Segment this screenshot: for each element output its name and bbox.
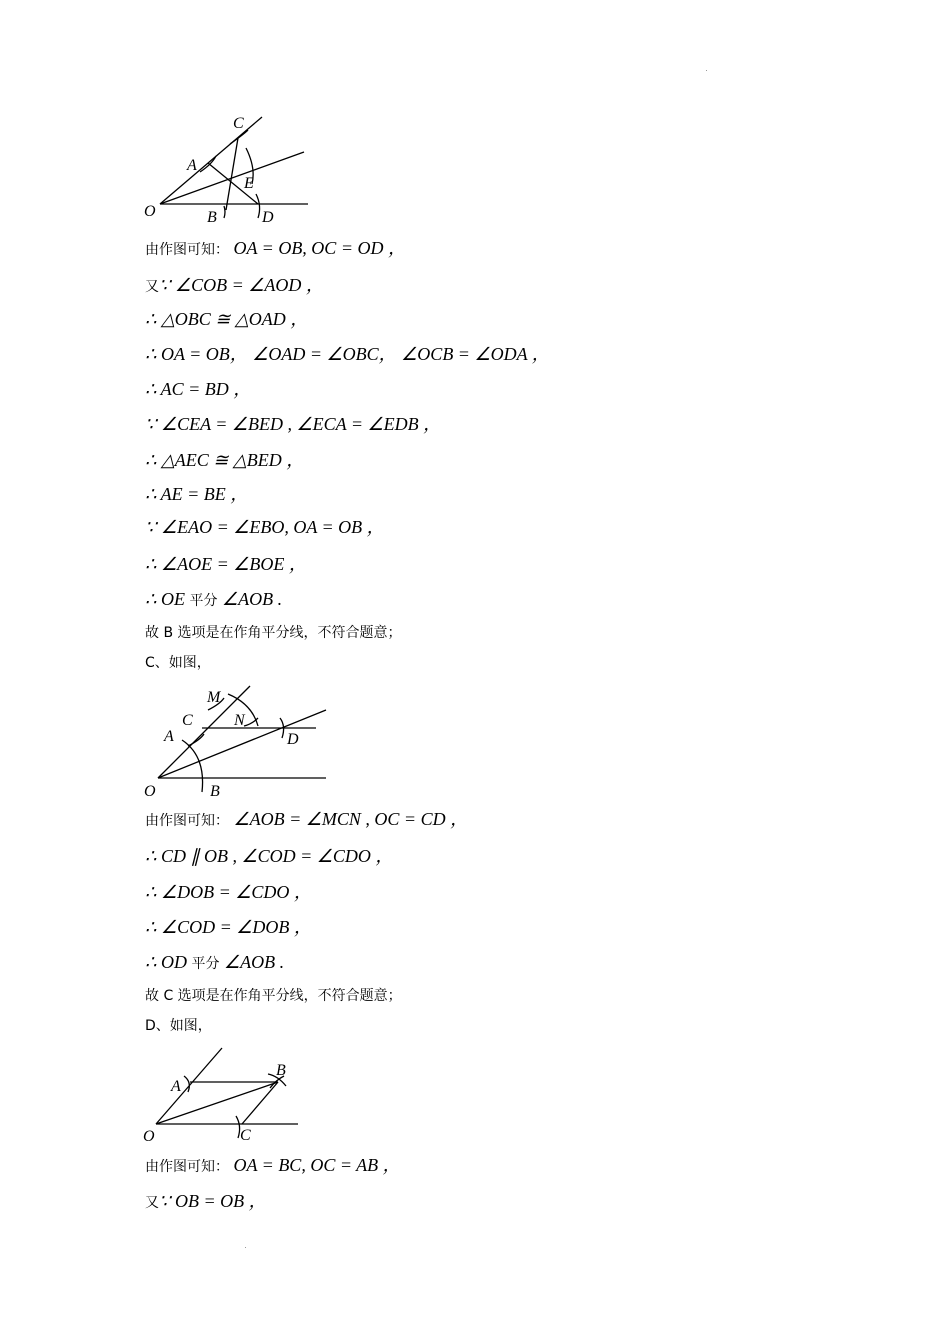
option-d-heading <box>145 1012 212 1038</box>
label-a: A <box>171 1078 181 1095</box>
line-math: ∴ OD <box>145 952 192 972</box>
line-math: ∠AOB . <box>217 589 283 609</box>
line-text-cn: 故 C 选项是在作角平分线，不符合题意； <box>145 988 402 1004</box>
label-m: M <box>207 689 221 706</box>
label-c: C <box>233 115 244 132</box>
line-text-cn: 又 <box>145 279 159 295</box>
proof-line-17 <box>145 914 312 940</box>
proof-line-15 <box>145 843 393 869</box>
label-b: B <box>207 209 217 226</box>
line-text-cn: 由作图可知： <box>145 1159 229 1175</box>
line-math: ∴ ∠COD = ∠DOB ， <box>145 917 312 937</box>
line-text-cn: 由作图可知： <box>145 242 229 258</box>
line-math: ∴ AE = BE ， <box>145 484 249 504</box>
proof-line-1 <box>145 235 406 261</box>
label-c: C <box>240 1127 251 1144</box>
proof-line-14 <box>145 806 468 832</box>
line-text-cn: 故 B 选项是在作角平分线，不符合题意； <box>145 625 402 641</box>
proof-line-16 <box>145 879 312 905</box>
arc-n <box>244 718 258 726</box>
label-b: B <box>276 1062 286 1079</box>
line-math: ∵ ∠CEA = ∠BED , ∠ECA = ∠EDB ， <box>145 414 442 434</box>
line-math: ∴ OE <box>145 589 190 609</box>
label-b: B <box>210 783 220 800</box>
option-c-heading <box>145 649 211 675</box>
figure-d-construction <box>140 1042 310 1152</box>
line-math: ∴ ∠AOE = ∠BOE ， <box>145 554 307 574</box>
line-math: ∴ AC = BD ， <box>145 379 252 399</box>
line-math: ∴ △OBC ≅ △OAD ， <box>145 309 309 329</box>
conclusion-c <box>145 982 402 1008</box>
segment-bc <box>226 138 238 210</box>
label-o: O <box>143 1128 155 1145</box>
line-text-cn: 平分 <box>189 593 218 609</box>
line-math: OA = OB, OC = OD ， <box>229 238 406 258</box>
label-d: D <box>262 209 274 226</box>
line-math: ∵ ∠COB = ∠AOD ， <box>159 275 324 295</box>
line-text-cn: D、如图， <box>145 1018 212 1034</box>
proof-line-5 <box>145 376 251 402</box>
label-c: C <box>182 712 193 729</box>
label-e: E <box>244 175 254 192</box>
line-text-cn: 由作图可知： <box>145 813 229 829</box>
proof-line-11 <box>145 586 282 612</box>
figure-c-construction <box>140 682 340 802</box>
speck-top-right <box>706 70 707 71</box>
line-math: ∴ OA = OB， ∠OAD = ∠OBC， ∠OCB = ∠ODA ， <box>145 344 550 364</box>
proof-line-10 <box>145 551 307 577</box>
line-math: ∠AOB = ∠MCN , OC = CD ， <box>229 809 469 829</box>
arc-c <box>230 130 248 144</box>
speck-bottom <box>245 1247 246 1248</box>
label-d: D <box>287 731 299 748</box>
proof-line-21 <box>145 1152 401 1178</box>
proof-line-4 <box>145 341 550 367</box>
label-o: O <box>144 203 156 220</box>
proof-line-9 <box>145 514 385 540</box>
label-o: O <box>144 783 156 800</box>
line-math: ∴ △AEC ≅ △BED ， <box>145 450 305 470</box>
proof-line-7 <box>145 447 304 473</box>
line-text-cn: C、如图， <box>145 655 211 671</box>
ray-oe <box>160 152 304 204</box>
arc-ab <box>182 740 203 792</box>
line-text-cn: 又 <box>145 1195 159 1211</box>
figure-b-construction <box>140 110 320 230</box>
proof-line-3 <box>145 306 308 332</box>
label-n: N <box>234 712 245 729</box>
line-text-cn: 平分 <box>191 956 220 972</box>
proof-line-22 <box>145 1188 267 1214</box>
label-a: A <box>187 157 197 174</box>
proof-line-6 <box>145 411 441 437</box>
proof-line-8 <box>145 481 248 507</box>
line-math: ∴ CD ∥ OB , ∠COD = ∠CDO ， <box>145 846 394 866</box>
line-math: ∠AOB . <box>219 952 285 972</box>
arc-b <box>224 206 225 218</box>
line-math: ∴ ∠DOB = ∠CDO ， <box>145 882 312 902</box>
line-math: ∵ ∠EAO = ∠EBO, OA = OB ， <box>145 517 385 537</box>
line-math: OA = BC, OC = AB ， <box>229 1155 401 1175</box>
line-math: ∵ OB = OB ， <box>159 1191 267 1211</box>
arc-d <box>256 194 260 218</box>
proof-line-18 <box>145 949 284 975</box>
proof-line-2 <box>145 272 324 298</box>
conclusion-b <box>145 619 402 645</box>
label-a: A <box>164 728 174 745</box>
